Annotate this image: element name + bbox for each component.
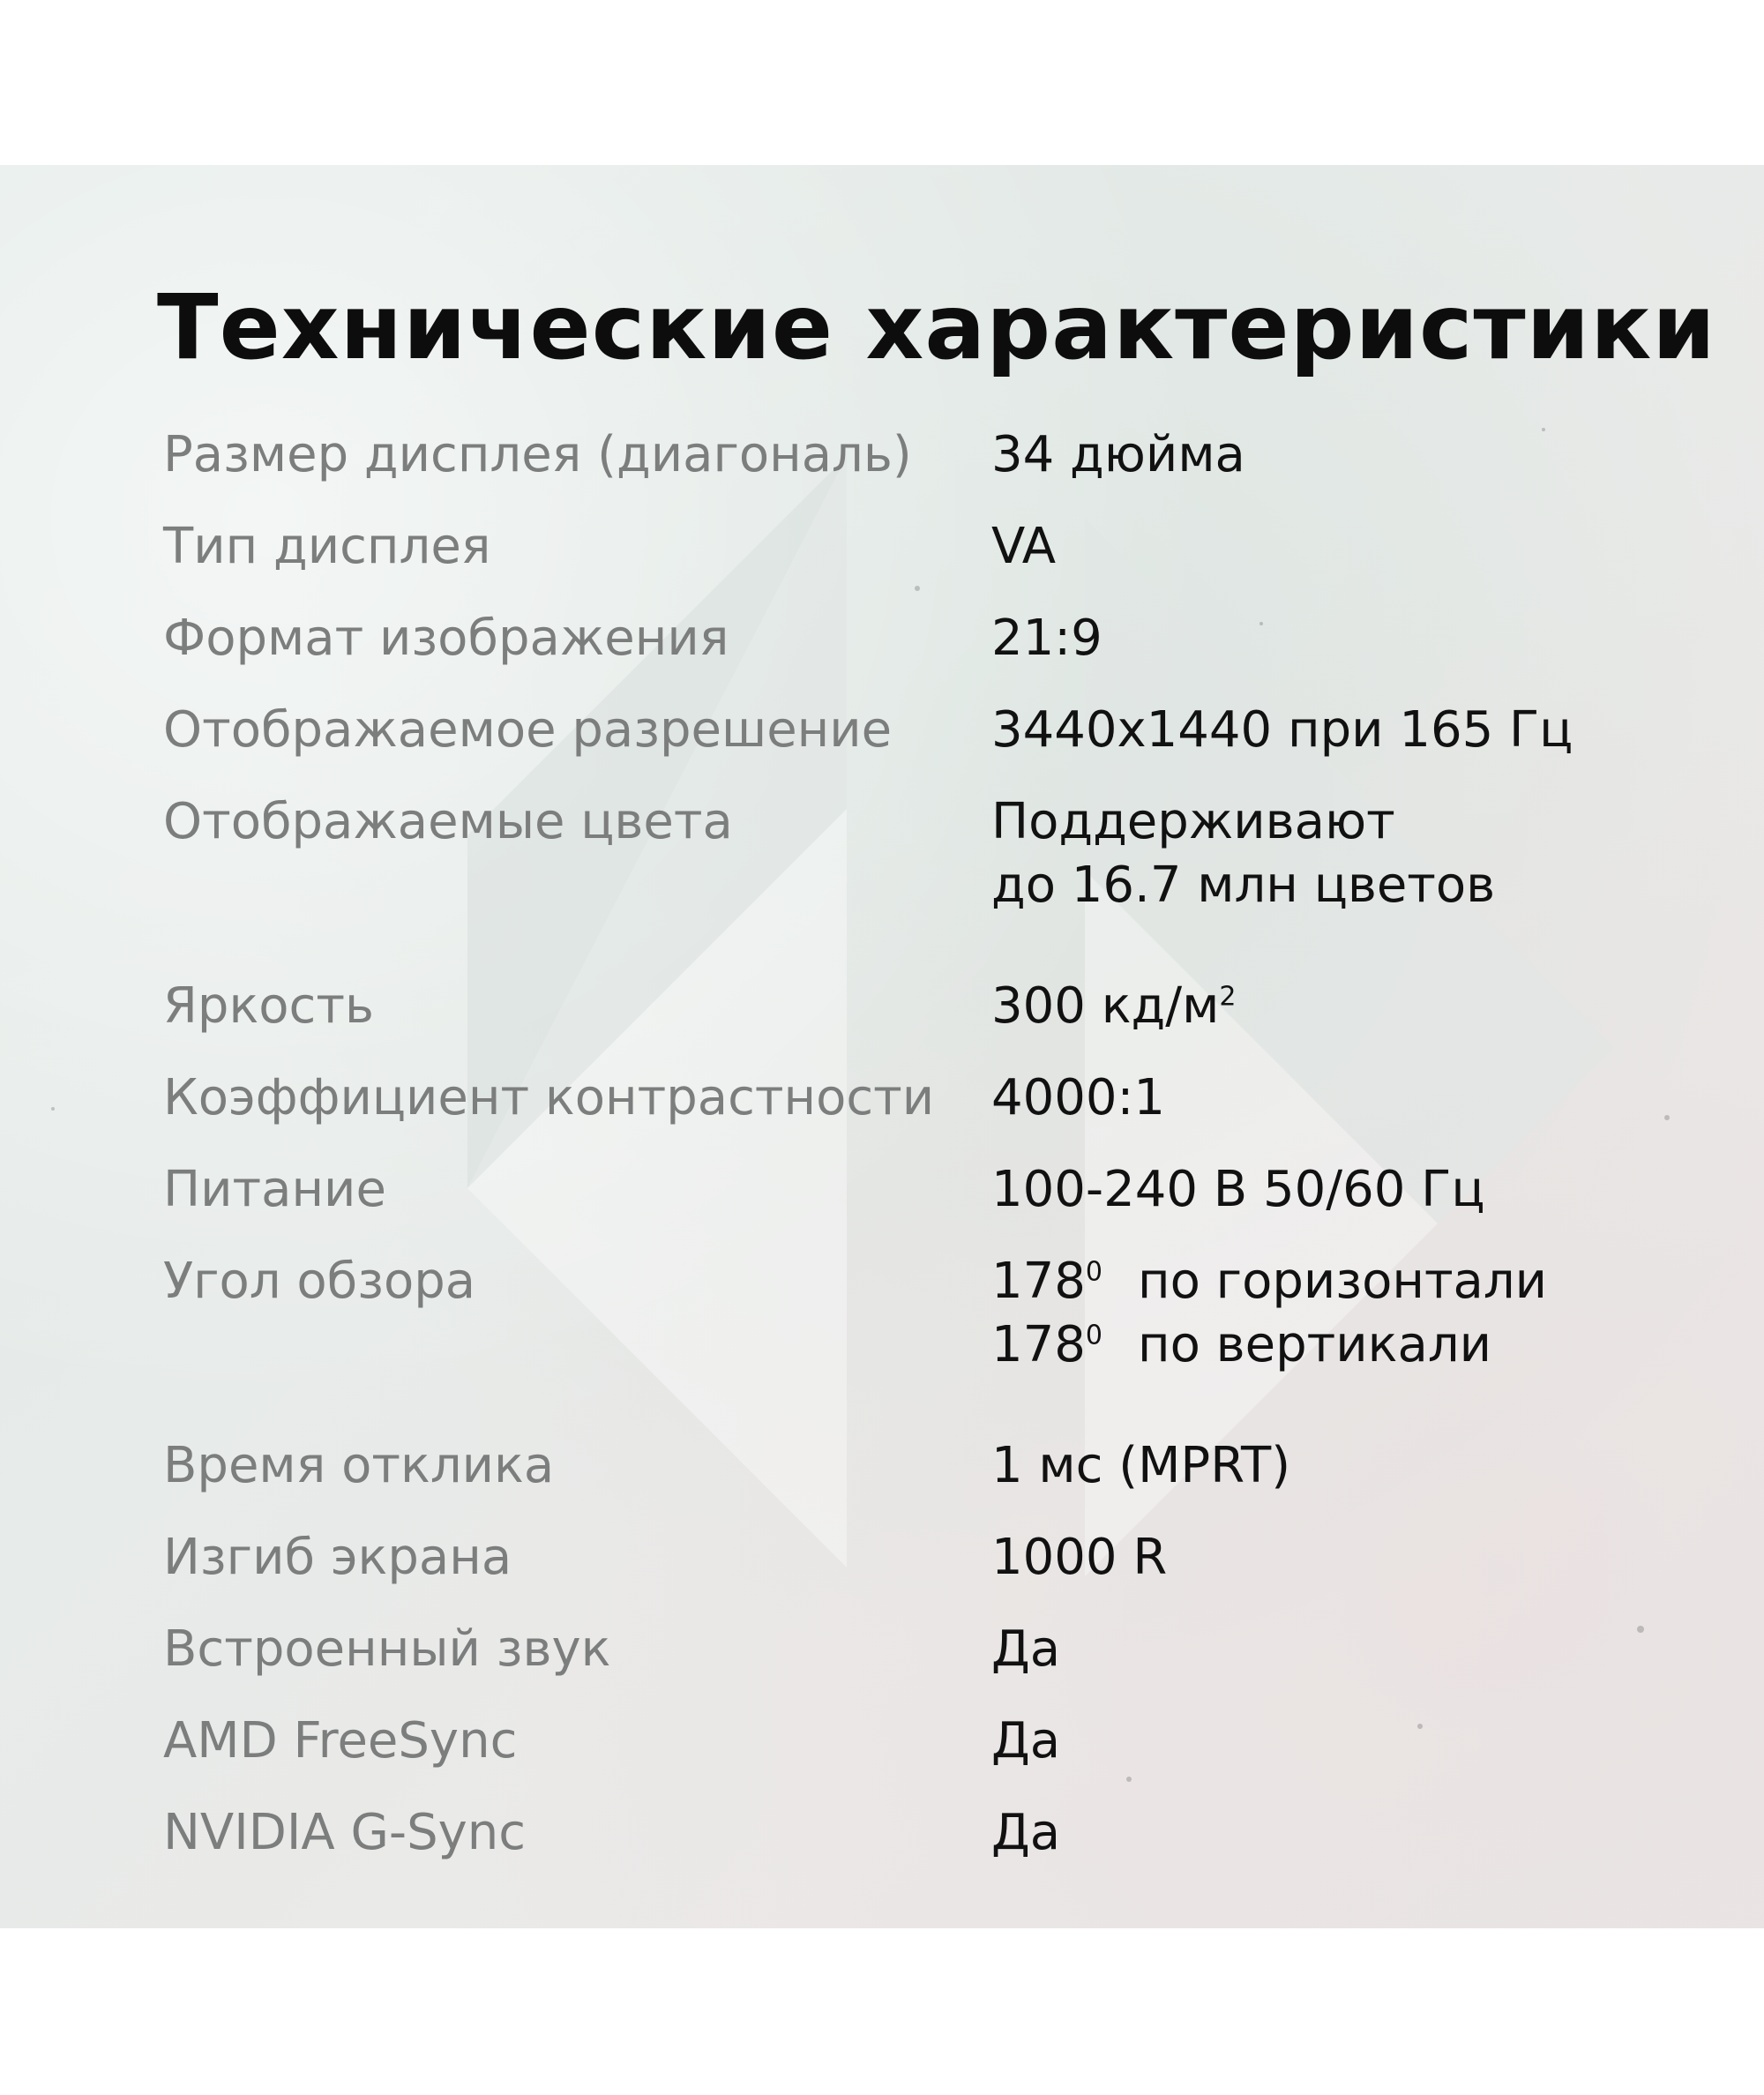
spec-value: 3440x1440 при 165 Гц: [991, 701, 1573, 759]
spec-value: 21:9: [991, 610, 1102, 667]
spec-label: Питание: [163, 1161, 386, 1218]
spec-label: Отображаемое разрешение: [163, 701, 893, 759]
spec-label: Яркость: [163, 977, 374, 1035]
spec-value: [991, 975, 1236, 1038]
spec-label: AMD FreeSync: [163, 1712, 518, 1770]
spec-label: Коэффициент контрастности: [163, 1069, 935, 1126]
spec-value: Да: [991, 1712, 1061, 1770]
spec-label: Отображаемые цвета: [163, 793, 733, 850]
spec-value-line: Поддерживают: [991, 793, 1395, 850]
spec-label: Угол обзора: [163, 1253, 476, 1310]
degree-superscript: 0: [1085, 1256, 1102, 1288]
angle-direction: по вертикали: [1137, 1316, 1492, 1373]
spec-value: [991, 1250, 1547, 1377]
spec-value: 4000:1: [991, 1069, 1166, 1126]
spec-value: Да: [991, 1620, 1061, 1678]
degree-superscript: 0: [1085, 1320, 1102, 1351]
spec-label: Формат изображения: [163, 610, 729, 667]
spec-value-line: [991, 1313, 1547, 1377]
spec-value: 100-240 В 50/60 Гц: [991, 1161, 1485, 1218]
angle-direction: по горизонтали: [1137, 1253, 1548, 1310]
spec-label: Изгиб экрана: [163, 1529, 512, 1586]
spec-value-line: до 16.7 млн цветов: [991, 857, 1496, 914]
spec-value-line: [991, 1250, 1547, 1313]
spec-value: 1 мс (MPRT): [991, 1437, 1291, 1494]
spec-value: 34 дюйма: [991, 426, 1245, 483]
spec-value: 1000 R: [991, 1529, 1168, 1586]
spec-value: [991, 790, 1495, 917]
brightness-value: 300 кд/м: [991, 977, 1220, 1035]
spec-label: Размер дисплея (диагональ): [163, 426, 912, 483]
spec-value: Да: [991, 1804, 1061, 1861]
spec-value: VA: [991, 518, 1057, 575]
spec-label: Тип дисплея: [163, 518, 491, 575]
angle-number: 178: [991, 1253, 1086, 1310]
spec-label: Время отклика: [163, 1437, 555, 1494]
angle-number: 178: [991, 1316, 1086, 1373]
spec-panel: [0, 165, 1764, 1928]
superscript: 2: [1219, 981, 1237, 1013]
spec-label: Встроенный звук: [163, 1620, 611, 1678]
spec-label: NVIDIA G-Sync: [163, 1804, 527, 1861]
page-title: Технические характеристики: [157, 275, 1716, 380]
